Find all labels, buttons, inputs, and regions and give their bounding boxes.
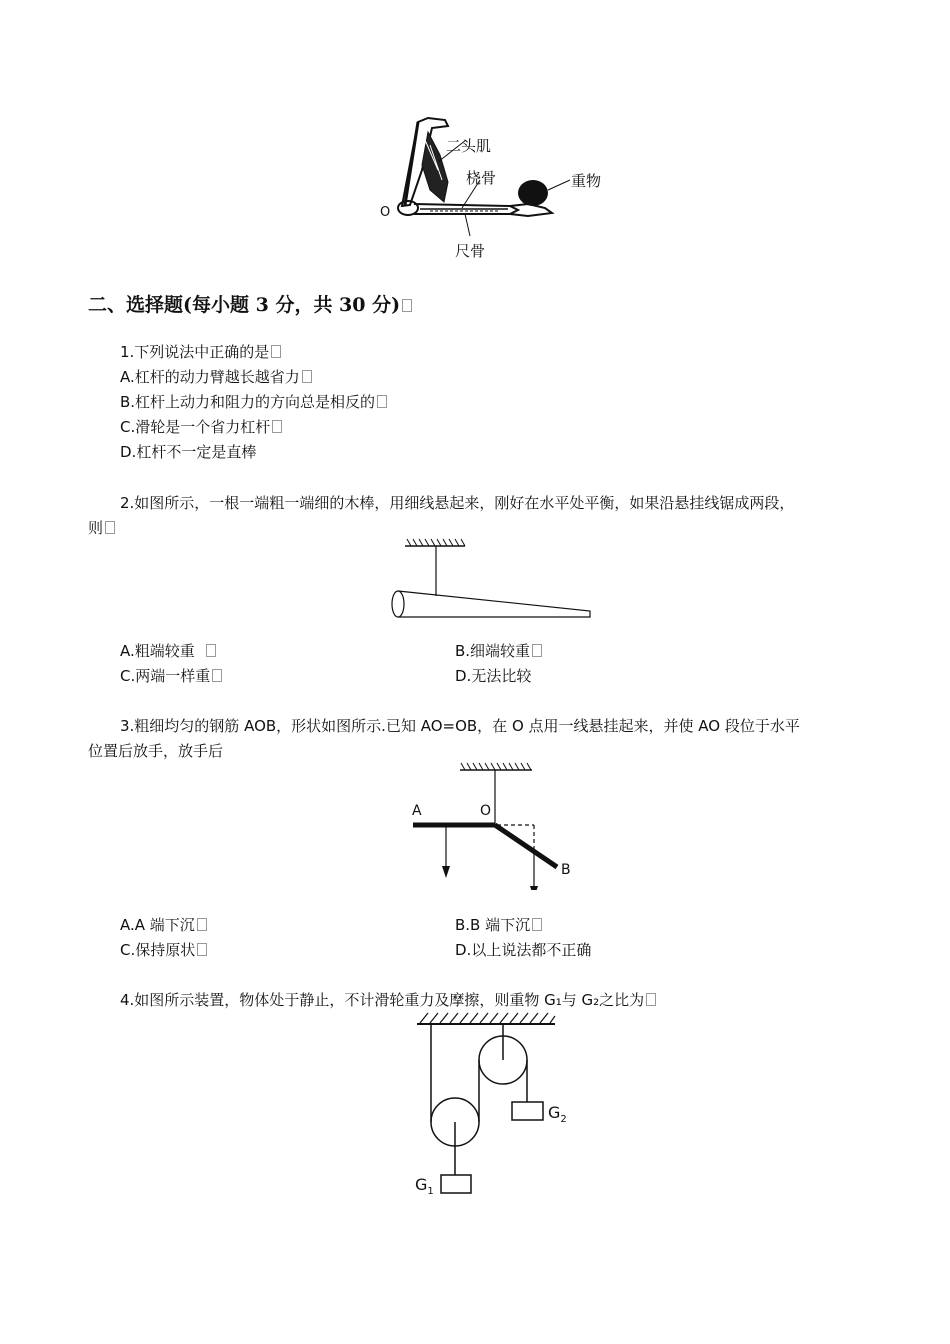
rod-label-a: A: [412, 803, 422, 819]
bent-rod-figure: [405, 760, 585, 890]
pivot-o-label: O: [380, 205, 391, 220]
q3-option-b: B.B 端下沉: [455, 915, 542, 935]
q3-option-d: D.以上说法都不正确: [455, 941, 592, 959]
radius-label: 桡骨: [466, 169, 497, 187]
q2-option-b: B.细端较重: [455, 641, 542, 661]
q2-stem-line1: 2.如图所示，一根一端粗一端细的木棒，用细线悬起来，刚好在水平处平衡，如果沿悬挂线锯成两段，: [120, 494, 795, 512]
q3-stem-line2: 位置后放手，放手后: [88, 742, 224, 760]
q1-option-a: A.杠杆的动力臂越长越省力: [120, 367, 312, 387]
q1-option-c: C.滑轮是一个省力杠杆: [120, 417, 282, 437]
tapered-stick-figure: [385, 538, 600, 623]
q1-stem: 1.下列说法中正确的是: [120, 342, 281, 362]
biceps-label: 二头肌: [446, 137, 492, 155]
q2-option-d: D.无法比较: [455, 667, 532, 685]
rod-label-o: O: [480, 803, 492, 819]
weight-label: 重物: [571, 172, 602, 190]
rod-label-b: B: [561, 862, 571, 878]
q3-option-a: A.A 端下沉: [120, 915, 207, 935]
section-title: 二、选择题(每小题 3 分，共 30 分): [88, 290, 412, 317]
g2-label: $G_2$: [548, 1103, 567, 1126]
q2-option-c: C.两端一样重: [120, 666, 222, 686]
q1-option-b: B.杠杆上动力和阻力的方向总是相反的: [120, 392, 387, 412]
ulna-label: 尺骨: [455, 242, 486, 260]
q2-option-a: A.粗端较重: [120, 641, 216, 661]
g1-label: $G_1$: [415, 1175, 434, 1198]
q1-option-d: D.杠杆不一定是直棒: [120, 443, 257, 461]
q4-stem: 4.如图所示装置，物体处于静止，不计滑轮重力及摩擦，则重物 G₁与 G₂之比为: [120, 990, 656, 1010]
q3-stem-line1: 3.粗细均匀的钢筋 AOB，形状如图所示.已知 AO=OB，在 O 点用一线悬挂起来，并使 AO 段位于水平: [120, 717, 800, 735]
q2-stem-line2: 则: [88, 518, 115, 538]
q3-option-c: C.保持原状: [120, 940, 207, 960]
